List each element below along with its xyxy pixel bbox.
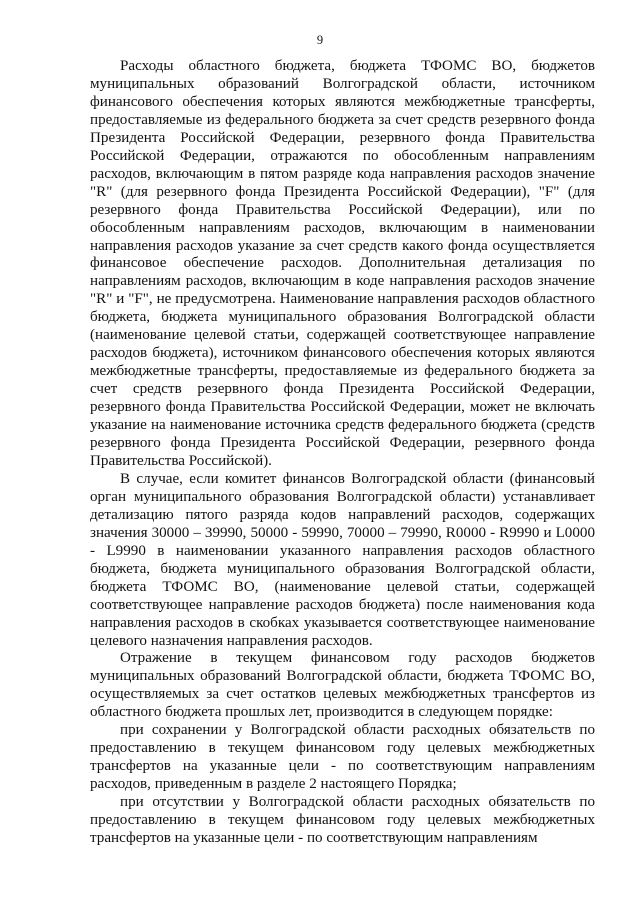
paragraph-obligations-retained: при сохранении у Волгоградской области расходных обязательств по предоставлению в текущем финансовом году целевых межбюджетных трансфертов на указанные цели - по соответствующим направлениям расходов, приведенным в разделе 2 настоящего Порядка; xyxy=(90,722,595,793)
paragraph-remaining-transfers: Отражение в текущем финансовом году расходов бюджетов муниципальных образований Волгоградской области, бюджета ТФОМС ВО, осуществляемых за счет остатков целевых межбюджетных трансфертов из областного бюджета прошлых лет, производится в следующем порядке: xyxy=(90,650,595,721)
document-body xyxy=(90,58,595,848)
paragraph-detail-codes: В случае, если комитет финансов Волгоградской области (финансовый орган муниципального образования Волгоградской области) устанавливает детализацию пятого разряда кодов направлений расходов, содержащих значения 30000 – 39990, 50000 - 59990, 70000 – 79990, R0000 - R9990 и L0000 - L9990 в наименовании указанного направления расходов областного бюджета, бюджета муниципального образования Волгоградской области, бюджета ТФОМС ВО, (наименование целевой статьи, содержащей соответствующее направление расходов бюджета) после наименования кода направления расходов в скобках указывается соответствующее наименование целевого назначения направления расходов. xyxy=(90,470,595,649)
paragraph-reserve-funds: Расходы областного бюджета, бюджета ТФОМС ВО, бюджетов муниципальных образований Волгоградской области, источником финансового обеспечения которых являются межбюджетные трансферты, предоставляемые из федерального бюджета за счет средств резервного фонда Президента Российской Федерации, резервного фонда Правительства Российской Федерации, отражаются по обособленным направлениям расходов, включающим в пятом разряде кода направления расходов значение "R" (для резервного фонда Президента Российской Федерации), "F" (для резервного фонда Правительства Российской Федерации), или по обособленным направлениям расходов, включающим в наименовании направления расходов указание за счет средств какого фонда осуществляется финансовое обеспечение расходов. Дополнительная детализация по направлениям расходов, включающим в коде направления расходов значение "R" и "F", не предусмотрена. Наименование направления расходов областного бюджета, бюджета муниципального образования Волгоградской области (наименование целевой статьи, содержащей соответствующее направление расходов бюджета), источником финансового обеспечения которых являются межбюджетные трансферты, предоставляемые из федерального бюджета за счет средств резервного фонда Президента Российской Федерации, резервного фонда Правительства Российской Федерации, может не включать указание на наименование источника средств федерального бюджета (средств резервного фонда Президента Российской Федерации, резервного фонда Правительства Российской). xyxy=(90,58,595,469)
paragraph-obligations-absent: при отсутствии у Волгоградской области расходных обязательств по предоставлению в текущем финансовом году целевых межбюджетных трансфертов на указанные цели - по соответствующим направлениям xyxy=(90,794,595,846)
page-number: 9 xyxy=(316,33,324,47)
